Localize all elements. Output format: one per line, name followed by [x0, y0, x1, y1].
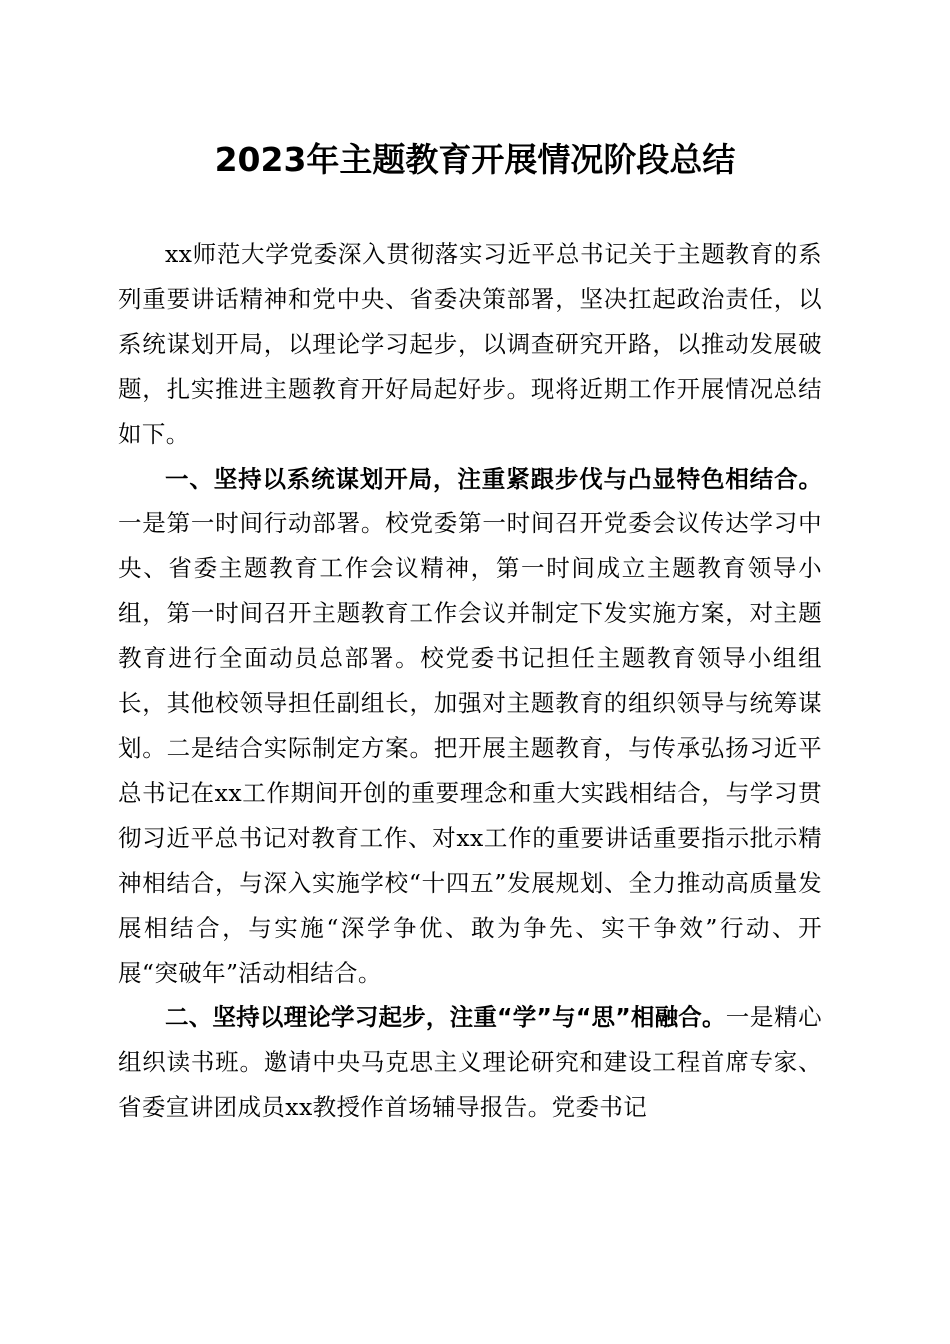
document-body — [118, 232, 822, 1130]
intro-paragraph: xx师范大学党委深入贯彻落实习近平总书记关于主题教育的系列重要讲话精神和党中央、省委决策部署，坚决扛起政治责任，以系统谋划开局，以理论学习起步，以调查研究开路，以推动发展破题，扎实推进主题教育开好局起好步。现将近期工作开展情况总结如下。 — [118, 240, 822, 448]
section-2-text: 一是精心组织读书班。邀请中央马克思主义理论研究和建设工程首席专家、省委宣讲团成员xx教授作首场辅导报告。党委书记 — [118, 1003, 822, 1122]
section-1-text: 一是第一时间行动部署。校党委第一时间召开党委会议传达学习中央、省委主题教育工作会议精神，第一时间成立主题教育领导小组，第一时间召开主题教育工作会议并制定下发实施方案，对主题教育进行全面动员总部署。校党委书记担任主题教育领导小组组长，其他校领导担任副组长，加强对主题教育的组织领导与统筹谋划。二是结合实际制定方案。把开展主题教育，与传承弘扬习近平总书记在xx工作期间开创的重要理念和重大实践相结合，与学习贯彻习近平总书记对教育工作、对xx工作的重要讲话重要指示批示精神相结合，与深入实施学校“十四五”发展规划、全力推动高质量发展相结合，与实施“深学争优、敢为争先、实干争效”行动、开展“突破年”活动相结合。 — [118, 509, 822, 987]
section-2-heading: 二、坚持以理论学习起步，注重“学”与“思”相融合。 — [165, 1003, 726, 1032]
section-1-heading: 一、坚持以系统谋划开局，注重紧跟步伐与凸显特色相结合。 — [165, 464, 822, 493]
document-title: 2023年主题教育开展情况阶段总结 — [214, 140, 736, 179]
section-2-paragraph — [118, 995, 822, 1130]
section-1-paragraph — [118, 457, 822, 996]
